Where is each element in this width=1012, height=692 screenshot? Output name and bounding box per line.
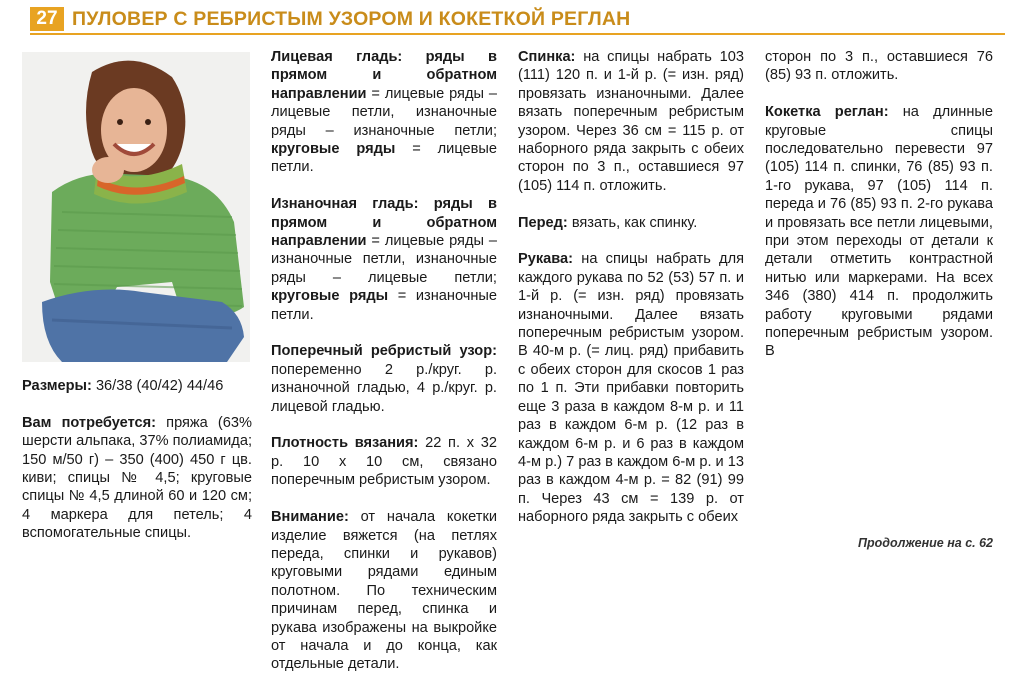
stockinette-round-label: круговые ряды	[271, 141, 396, 158]
column-4	[765, 48, 993, 379]
attention-paragraph	[271, 508, 497, 674]
sleeves-label: Рукава:	[518, 251, 574, 268]
materials-text: пряжа (63% шерсти альпака, 37% полиамида; 150 м/50 г) – 350 (400) 450 г цв. киви; спицы № 4,5; круговые спицы № 4,5 длиной 60 и 120 см; 4 маркера для петель; 4 вспомогательные спицы.	[22, 414, 252, 542]
stockinette-text-1: = лицевые ряды – лицевые петли, изнаночные ряды – изнаночные петли;	[271, 85, 497, 139]
gauge-label: Плотность вязания:	[271, 435, 419, 452]
back-paragraph	[518, 48, 744, 195]
continued-note: Продолжение на с. 62	[858, 536, 993, 550]
back-text: на спицы набрать 103 (111) 120 п. и 1-й р. (= изн. ряд) провязать изнаночными. Далее вязать поперечным ребристым узором. Через 36 см = 115 р. от наборного ряда закрыть с обеих сторон по 3 п., оставшиеся 97 (105) 114 п. отложить.	[518, 49, 744, 194]
stockinette-label: Лицевая гладь: ряды в прямом и обратном направлении	[271, 49, 497, 102]
attention-label: Внимание:	[271, 509, 349, 526]
gauge-paragraph	[271, 434, 497, 489]
front-label: Перед:	[518, 214, 568, 231]
column-2	[271, 48, 497, 692]
front-text: вязать, как спинку.	[567, 214, 698, 231]
column-1	[22, 377, 252, 561]
model-photo	[22, 52, 250, 362]
front-paragraph	[518, 214, 744, 232]
yoke-text: на длинные круговые спицы последовательно перевести 97 (105) 114 п. спинки, 76 (85) 93 п. 1-го рукава, 97 (105) 114 п. переда и 76 (85) 93 п. 2-го рукава и провязать все петли лицевыми, при этом переходы от детали к детали отметить контрастной нитью или маркерами. На всех 346 (380) 414 п. продолжить работу круговыми рядами поперечным ребристым узором. В	[765, 104, 993, 360]
sleeves-text-continued: сторон по 3 п., оставшиеся 76 (85) 93 п. отложить.	[765, 49, 993, 84]
reverse-paragraph	[271, 195, 497, 324]
reverse-text-1: = лицевые ряды – изнаночные петли, изнаночные ряды – лицевые петли;	[271, 233, 497, 286]
reverse-round-label: круговые ряды	[271, 288, 389, 305]
back-label: Спинка:	[518, 49, 576, 65]
yoke-paragraph	[765, 103, 993, 361]
article-title: ПУЛОВЕР С РЕБРИСТЫМ УЗОРОМ И КОКЕТКОЙ РЕГЛАН	[72, 7, 631, 30]
rib-label: Поперечный ребристый узор:	[271, 343, 497, 360]
reverse-text-2: = изнаночные петли.	[271, 288, 498, 323]
rib-paragraph	[271, 342, 497, 416]
rib-text: попеременно 2 р./круг. р. изнаночной гладью, 4 р./круг. р. лицевой гладью.	[271, 361, 497, 415]
stockinette-text-2: = лицевые петли.	[271, 141, 498, 176]
sleeves-paragraph	[518, 250, 744, 526]
stockinette-paragraph	[271, 48, 497, 177]
attention-text: от начала кокетки изделие вяжется (на петлях переда, спинки и рукавов) круговыми рядами единым полотном. По техническим причинам перед, спинка и рукава изображены на выкройке от начала и до конца, как отдельные детали.	[271, 509, 497, 673]
sizes-paragraph	[22, 377, 252, 395]
sizes-text: 36/38 (40/42) 44/46	[91, 378, 224, 394]
materials-label: Вам потребуется:	[22, 414, 157, 431]
materials-paragraph	[22, 414, 252, 543]
yoke-label: Кокетка реглан:	[765, 104, 889, 121]
sizes-label: Размеры:	[22, 378, 92, 394]
page-number-badge: 27	[30, 7, 64, 31]
gauge-text: 22 п. х 32 р. 10 х 10 см, связано поперечным ребристым узором.	[271, 435, 497, 489]
column-3	[518, 48, 744, 545]
sleeves-paragraph-continued	[765, 48, 993, 85]
header-rule	[30, 33, 1005, 35]
reverse-label: Изнаночная гладь: ряды в прямом и обратном направлении	[271, 196, 497, 250]
sleeves-text: на спицы набрать для каждого рукава по 52 (53) 57 п. и 1-й р. (= изн. ряд) провязать изнаночными. Далее вязать поперечным ребристым узором. В 40-м р. (= лиц. ряд) прибавить с обеих сторон для скосов 1 раз по 1 п. Эти прибавки повторить еще 3 раза в каждом 8-м р. и 11 раз в каждом 6-м р. (12 раз в каждом 6-м р. и 6 раз в каждом 4-м р.) 7 раз в каждом 6-м р. и 13 раз в каждом 4-м р. = 82 (91) 99 п. Через 43 см = 139 р. от наборного ряда закрыть с обеих	[518, 251, 744, 526]
article-header	[30, 6, 1005, 32]
